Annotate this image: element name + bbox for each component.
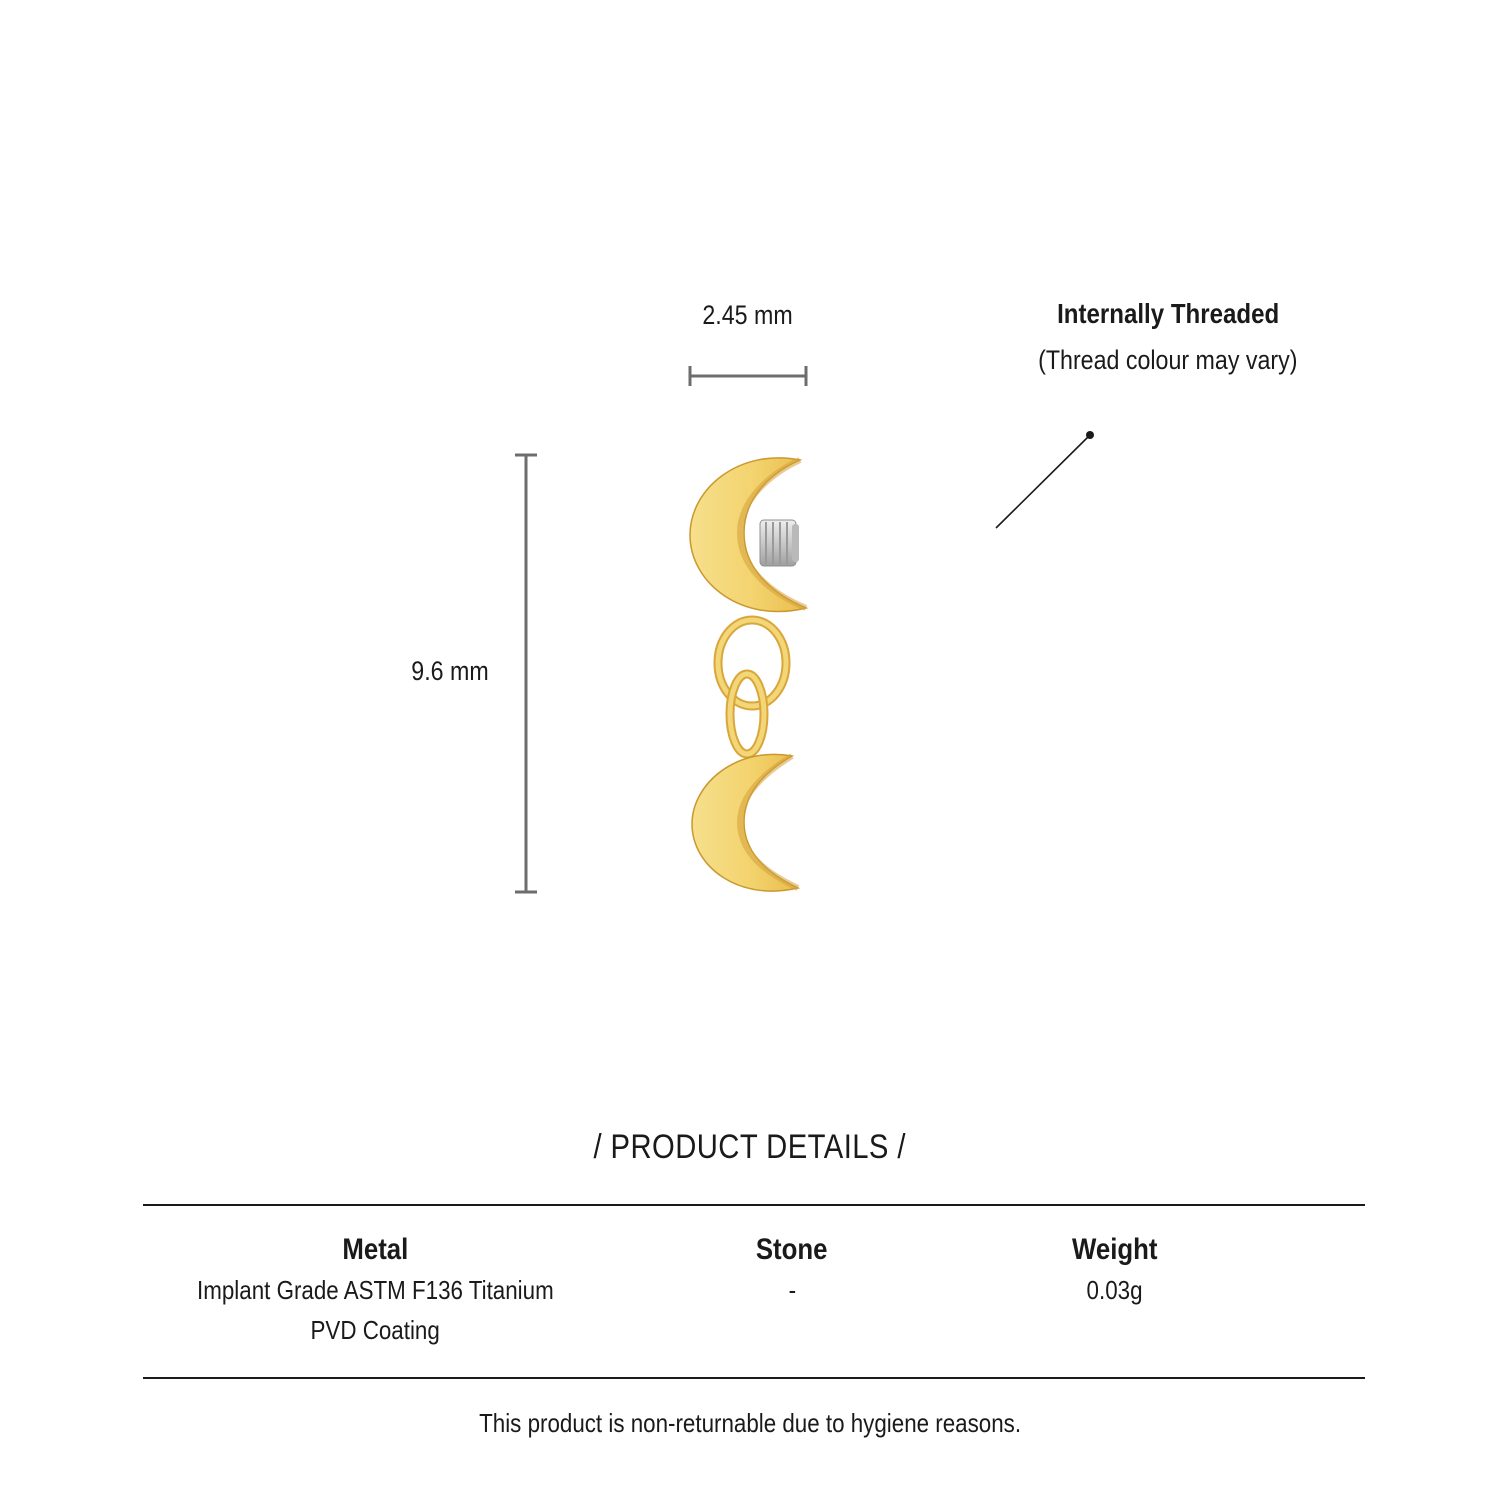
weight-value: 0.03g — [1087, 1275, 1143, 1305]
thread-colour-note: (Thread colour may vary) — [1038, 345, 1298, 375]
details-bottom-divider — [143, 1377, 1365, 1379]
product-details-heading: / PRODUCT DETAILS / — [593, 1128, 907, 1166]
metal-value-line-2: PVD Coating — [310, 1315, 440, 1345]
metal-header: Metal — [342, 1233, 408, 1266]
bottom-moon-charm — [692, 754, 798, 891]
height-dimension-label: 9.6 mm — [411, 656, 489, 686]
thread-callout-pointer — [996, 431, 1094, 528]
weight-column — [965, 1230, 1265, 1310]
returns-policy-note: This product is non-returnable due to hygiene reasons. — [479, 1408, 1021, 1438]
thread-type-title: Internally Threaded — [1056, 298, 1280, 329]
details-top-divider — [143, 1204, 1365, 1206]
stone-header: Stone — [756, 1233, 828, 1266]
weight-header: Weight — [1072, 1233, 1158, 1266]
width-dimension-line — [690, 366, 806, 386]
threaded-post — [760, 520, 799, 566]
metal-column — [125, 1230, 625, 1350]
stone-column — [642, 1230, 942, 1310]
lower-jump-ring — [730, 674, 764, 754]
metal-value-line-1: Implant Grade ASTM F136 Titanium — [196, 1275, 554, 1305]
height-dimension-line — [515, 455, 537, 892]
stone-value: - — [788, 1275, 796, 1305]
width-dimension-label: 2.45 mm — [702, 300, 794, 330]
